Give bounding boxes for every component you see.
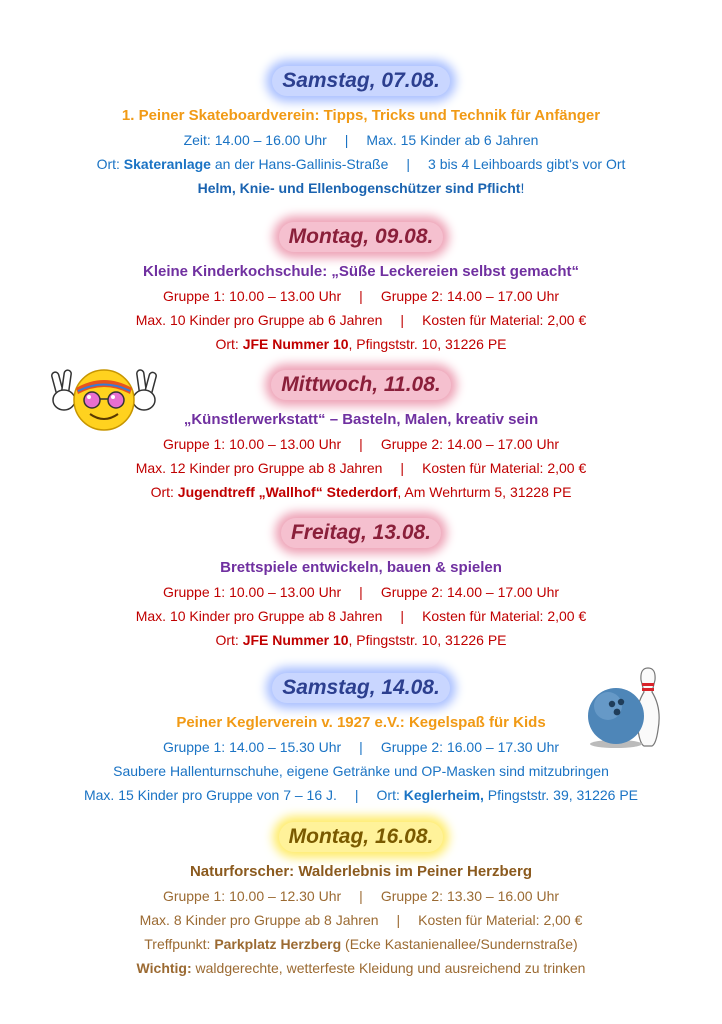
event-title: „Künstlerwerkstatt“ – Basteln, Malen, kreativ sein <box>183 411 539 428</box>
group-2-time: Gruppe 2: 13.30 – 16.00 Uhr <box>380 888 560 904</box>
location-prefix: Treffpunkt: <box>144 936 215 952</box>
participants-info: Max. 10 Kinder pro Gruppe ab 6 Jahren <box>135 312 383 328</box>
event-time-line <box>0 432 722 456</box>
day-heading: Freitag, 13.08. <box>281 518 441 548</box>
time-info: Zeit: 14.00 – 16.00 Uhr <box>183 132 327 148</box>
location-name: Skateranlage <box>123 156 211 172</box>
event-freitag-1308 <box>0 518 722 652</box>
event-title: Peiner Keglerverein v. 1927 e.V.: Kegelspaß für Kids <box>176 714 546 731</box>
location-address: , Pfingststr. 10, 31226 PE <box>348 336 507 352</box>
location-address: an der Hans-Gallinis-Straße <box>210 156 389 172</box>
participants-info: Max. 8 Kinder pro Gruppe ab 8 Jahren <box>139 912 379 928</box>
cost-info: Kosten für Material: 2,00 € <box>422 460 587 476</box>
participants-info: Max. 15 Kinder ab 6 Jahren <box>366 132 539 148</box>
separator: | <box>359 584 363 600</box>
event-title: 1. Peiner Skateboardverein: Tipps, Tricks und Technik für Anfänger <box>121 107 601 124</box>
group-1-time: Gruppe 1: 14.00 – 15.30 Uhr <box>162 739 342 755</box>
cost-info: Kosten für Material: 2,00 € <box>422 608 587 624</box>
location-name: Keglerheim, <box>403 787 484 803</box>
day-heading: Mittwoch, 11.08. <box>271 370 450 400</box>
event-note-line <box>0 176 722 200</box>
event-title: Kleine Kinderkochschule: „Süße Leckereien selbst gemacht“ <box>143 263 579 280</box>
participants-info: Max. 15 Kinder pro Gruppe von 7 – 16 J. <box>83 787 337 803</box>
safety-note: Helm, Knie- und Ellenbogenschützer sind Pflicht <box>197 180 521 196</box>
separator: | <box>359 739 363 755</box>
event-info-line <box>0 604 722 628</box>
location-name: Jugendtreff „Wallhof“ Stederdorf <box>177 484 398 500</box>
separator: | <box>344 132 349 148</box>
location-name: Parkplatz Herzberg <box>214 936 342 952</box>
group-2-time: Gruppe 2: 14.00 – 17.00 Uhr <box>380 584 560 600</box>
separator: | <box>354 787 359 803</box>
cost-info: Kosten für Material: 2,00 € <box>418 912 583 928</box>
event-title: Naturforscher: Walderlebnis im Peiner Herzberg <box>189 863 533 880</box>
location-prefix: Ort: <box>215 632 243 648</box>
separator: | <box>359 888 363 904</box>
event-samstag-0708 <box>0 66 722 200</box>
location-prefix: Ort: <box>215 336 243 352</box>
event-time-line <box>0 284 722 308</box>
event-location-line <box>0 480 722 504</box>
day-heading: Montag, 16.08. <box>279 822 444 852</box>
event-time-line <box>0 884 722 908</box>
separator: | <box>400 460 405 476</box>
separator: | <box>400 312 405 328</box>
location-address: , Pfingststr. 10, 31226 PE <box>348 632 507 648</box>
event-location-line <box>0 152 722 176</box>
location-prefix: Ort: <box>150 484 178 500</box>
group-2-time: Gruppe 2: 16.00 – 17.30 Uhr <box>380 739 560 755</box>
participants-info: Max. 10 Kinder pro Gruppe ab 8 Jahren <box>135 608 383 624</box>
location-address: (Ecke Kastanienallee/Sundernstraße) <box>341 936 578 952</box>
location-name: JFE Nummer 10 <box>242 632 349 648</box>
location-prefix: Ort: <box>96 156 124 172</box>
note-suffix: ! <box>520 180 525 196</box>
rental-info: 3 bis 4 Leihboards gibt’s vor Ort <box>428 156 626 172</box>
separator: | <box>359 436 363 452</box>
location-prefix: Ort: <box>376 787 404 803</box>
event-note-line <box>0 956 722 980</box>
participants-info: Max. 12 Kinder pro Gruppe ab 8 Jahren <box>135 460 383 476</box>
cost-info: Kosten für Material: 2,00 € <box>422 312 587 328</box>
event-title: Brettspiele entwickeln, bauen & spielen <box>220 559 502 576</box>
location-address: Pfingststr. 39, 31226 PE <box>483 787 639 803</box>
group-1-time: Gruppe 1: 10.00 – 13.00 Uhr <box>162 436 342 452</box>
event-location-line <box>0 783 722 807</box>
event-location-line <box>0 628 722 652</box>
separator: | <box>359 288 363 304</box>
separator: | <box>396 912 401 928</box>
event-mittwoch-1108 <box>0 370 722 504</box>
group-2-time: Gruppe 2: 14.00 – 17.00 Uhr <box>380 288 560 304</box>
location-address: , Am Wehrturm 5, 31228 PE <box>397 484 572 500</box>
group-2-time: Gruppe 2: 14.00 – 17.00 Uhr <box>380 436 560 452</box>
important-label: Wichtig: <box>136 960 192 976</box>
location-name: JFE Nummer 10 <box>242 336 349 352</box>
group-1-time: Gruppe 1: 10.00 – 13.00 Uhr <box>162 288 342 304</box>
day-heading: Montag, 09.08. <box>279 222 444 252</box>
event-info-line <box>0 908 722 932</box>
event-note-line <box>0 759 722 783</box>
separator: | <box>400 608 405 624</box>
event-samstag-1408 <box>0 673 722 807</box>
event-montag-0908 <box>0 222 722 356</box>
event-time-line <box>0 128 722 152</box>
equipment-note: Saubere Hallenturnschuhe, eigene Getränke und OP-Masken sind mitzubringen <box>113 763 609 779</box>
event-info-line <box>0 456 722 480</box>
group-1-time: Gruppe 1: 10.00 – 12.30 Uhr <box>162 888 342 904</box>
event-time-line <box>0 580 722 604</box>
event-location-line <box>0 332 722 356</box>
group-1-time: Gruppe 1: 10.00 – 13.00 Uhr <box>162 584 342 600</box>
event-location-line <box>0 932 722 956</box>
day-heading: Samstag, 14.08. <box>272 673 450 703</box>
day-heading: Samstag, 07.08. <box>272 66 450 96</box>
important-note: waldgerechte, wetterfeste Kleidung und ausreichend zu trinken <box>191 960 586 976</box>
separator: | <box>406 156 411 172</box>
event-time-line <box>0 735 722 759</box>
event-info-line <box>0 308 722 332</box>
event-montag-1608 <box>0 822 722 980</box>
